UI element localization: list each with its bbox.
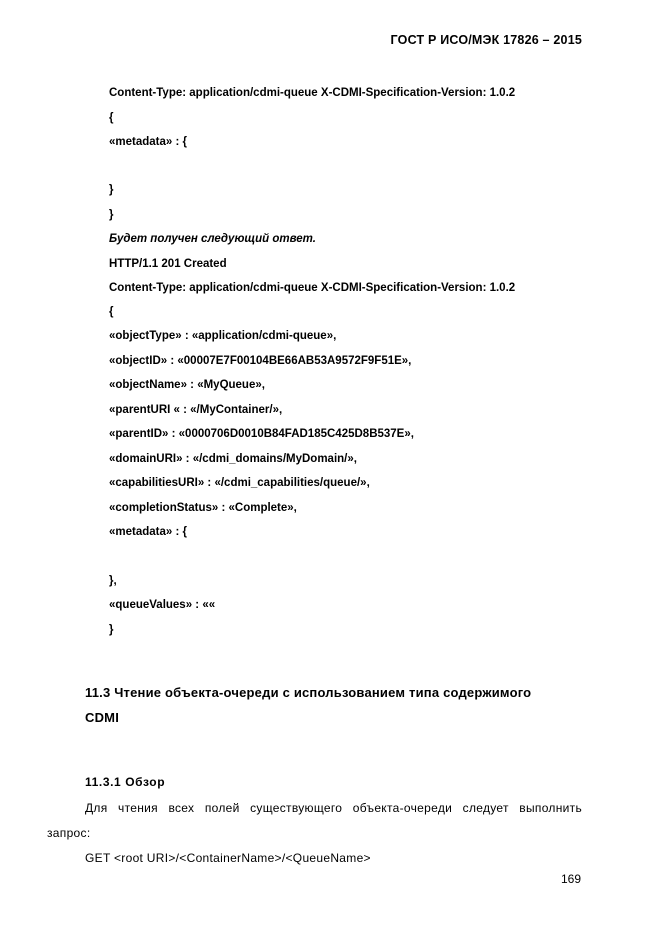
- paragraph-line: запрос:: [47, 826, 91, 840]
- code-line: }: [109, 624, 114, 636]
- code-line: «queueValues» : ««: [109, 599, 216, 611]
- code-line: }: [109, 209, 114, 221]
- code-line: Content-Type: application/cdmi-queue X-CDMI-Specification-Version: 1.0.2: [109, 282, 516, 294]
- request-line: GET <root URI>/<ContainerName>/<QueueName>: [85, 851, 371, 865]
- paragraph-line: Для чтения всех полей существующего объекта-очереди следует выполнить: [85, 801, 582, 815]
- page-number: 169: [560, 872, 581, 886]
- code-line: «objectType» : «application/cdmi-queue»,: [109, 330, 337, 342]
- code-line: «objectName» : «MyQueue»,: [109, 379, 265, 391]
- code-line: «domainURI» : «/cdmi_domains/MyDomain/»,: [109, 453, 357, 465]
- section-heading: 11.3 Чтение объекта-очереди с использованием типа содержимого: [85, 685, 532, 700]
- code-line: {: [109, 306, 114, 318]
- code-line: «capabilitiesURI» : «/cdmi_capabilities/queue/»,: [109, 477, 370, 489]
- code-line: Content-Type: application/cdmi-queue X-CDMI-Specification-Version: 1.0.2: [109, 87, 516, 99]
- code-line: }: [109, 184, 114, 196]
- code-line: «parentID» : «0000706D0010B84FAD185C425D8B537E»,: [109, 428, 414, 440]
- subsection-heading: 11.3.1 Обзор: [85, 775, 166, 789]
- code-line: «metadata» : {: [109, 136, 187, 148]
- code-line: HTTP/1.1 201 Created: [109, 258, 227, 270]
- code-line: «objectID» : «00007E7F00104BE66AB53A9572F9F51E»,: [109, 355, 412, 367]
- code-line: «completionStatus» : «Complete»,: [109, 502, 297, 514]
- code-line: {: [109, 112, 114, 124]
- response-intro: Будет получен следующий ответ.: [109, 233, 316, 245]
- code-line: «parentURI « : «/MyContainer/»,: [109, 404, 283, 416]
- code-line: },: [109, 575, 117, 587]
- section-heading-continued: CDMI: [85, 710, 120, 725]
- document-header: ГОСТ Р ИСО/МЭК 17826 – 2015: [390, 33, 582, 47]
- code-line: «metadata» : {: [109, 526, 187, 538]
